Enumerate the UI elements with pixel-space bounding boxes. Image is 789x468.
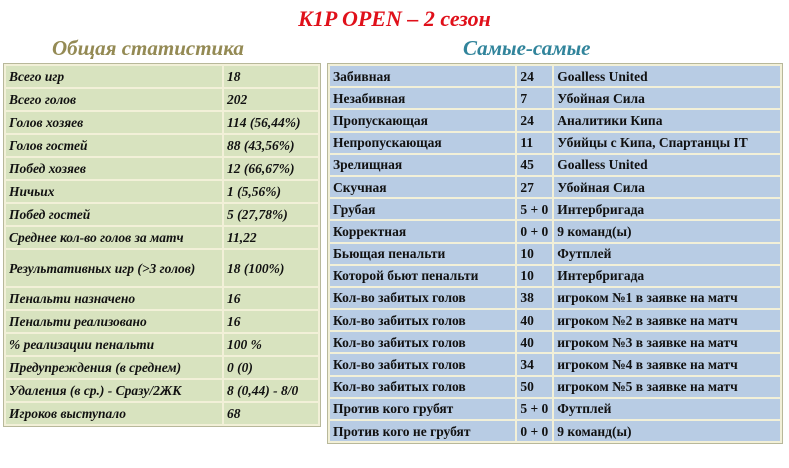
record-team: игроком №5 в заявке на матч — [554, 377, 780, 397]
record-team: Аналитики Кипа — [554, 110, 780, 130]
general-stats-table — [3, 63, 321, 427]
record-team: Футплей — [554, 244, 780, 264]
stat-value: 0 (0) — [224, 357, 318, 378]
stat-value: 1 (5,56%) — [224, 181, 318, 202]
stat-label: Игроков выступало — [6, 403, 222, 424]
stat-value: 8 (0,44) - 8/0 — [224, 380, 318, 401]
record-value: 7 — [517, 88, 552, 108]
record-value: 5 + 0 — [517, 199, 552, 219]
record-team: игроком №1 в заявке на матч — [554, 288, 780, 308]
table-row — [6, 380, 318, 401]
stat-value: 16 — [224, 288, 318, 309]
record-value: 40 — [517, 332, 552, 352]
table-row — [6, 112, 318, 133]
stat-value: 5 (27,78%) — [224, 204, 318, 225]
stat-value: 114 (56,44%) — [224, 112, 318, 133]
table-row — [6, 357, 318, 378]
stat-value: 100 % — [224, 334, 318, 355]
record-category: Незабивная — [330, 88, 515, 108]
record-team: 9 команд(ы) — [554, 421, 780, 441]
records-title: Самые-самые — [463, 36, 591, 60]
stat-label: Среднее кол-во голов за матч — [6, 227, 222, 248]
stat-value: 16 — [224, 311, 318, 332]
record-value: 38 — [517, 288, 552, 308]
stat-label: Пенальти назначено — [6, 288, 222, 309]
record-category: Против кого не грубят — [330, 421, 515, 441]
record-value: 10 — [517, 244, 552, 264]
record-team: Интербригада — [554, 266, 780, 286]
table-row — [330, 399, 780, 419]
stat-value: 88 (43,56%) — [224, 135, 318, 156]
table-row — [6, 227, 318, 248]
records-table — [327, 63, 783, 444]
record-category: Кол-во забитых голов — [330, 354, 515, 374]
record-value: 11 — [517, 133, 552, 153]
stat-label: % реализации пенальти — [6, 334, 222, 355]
table-row — [6, 288, 318, 309]
record-team: Интербригада — [554, 199, 780, 219]
record-value: 24 — [517, 66, 552, 86]
table-row — [6, 135, 318, 156]
table-row — [330, 88, 780, 108]
record-category: Которой бьют пенальти — [330, 266, 515, 286]
table-row — [330, 221, 780, 241]
table-row — [330, 310, 780, 330]
record-value: 27 — [517, 177, 552, 197]
stat-label: Удаления (в ср.) - Сразу/2ЖК — [6, 380, 222, 401]
stat-label: Результативных игр (>3 голов) — [6, 250, 222, 286]
record-category: Непропускающая — [330, 133, 515, 153]
table-row — [330, 177, 780, 197]
stat-value: 68 — [224, 403, 318, 424]
general-stats-title: Общая статистика — [52, 36, 244, 60]
stat-label: Побед хозяев — [6, 158, 222, 179]
record-value: 45 — [517, 155, 552, 175]
table-row — [6, 204, 318, 225]
record-category: Кол-во забитых голов — [330, 377, 515, 397]
record-team: Футплей — [554, 399, 780, 419]
record-team: Убойная Сила — [554, 177, 780, 197]
record-value: 0 + 0 — [517, 221, 552, 241]
record-category: Корректная — [330, 221, 515, 241]
record-category: Грубая — [330, 199, 515, 219]
record-category: Забивная — [330, 66, 515, 86]
record-category: Против кого грубят — [330, 399, 515, 419]
table-row — [330, 133, 780, 153]
record-category: Бьющая пенальти — [330, 244, 515, 264]
record-team: Goalless United — [554, 155, 780, 175]
stat-label: Всего голов — [6, 89, 222, 110]
record-team: Убойная Сила — [554, 88, 780, 108]
stat-value: 11,22 — [224, 227, 318, 248]
table-row — [330, 288, 780, 308]
table-row — [330, 199, 780, 219]
table-row — [6, 181, 318, 202]
table-row — [6, 250, 318, 286]
record-team: игроком №4 в заявке на матч — [554, 354, 780, 374]
record-category: Пропускающая — [330, 110, 515, 130]
table-row — [330, 66, 780, 86]
table-row — [330, 421, 780, 441]
stat-label: Побед гостей — [6, 204, 222, 225]
record-team: игроком №2 в заявке на матч — [554, 310, 780, 330]
stat-label: Голов хозяев — [6, 112, 222, 133]
stat-value: 12 (66,67%) — [224, 158, 318, 179]
table-row — [6, 311, 318, 332]
record-value: 24 — [517, 110, 552, 130]
record-category: Кол-во забитых голов — [330, 288, 515, 308]
record-category: Зрелищная — [330, 155, 515, 175]
record-category: Кол-во забитых голов — [330, 332, 515, 352]
table-row — [6, 66, 318, 87]
table-row — [330, 377, 780, 397]
stat-label: Предупреждения (в среднем) — [6, 357, 222, 378]
stat-label: Ничьих — [6, 181, 222, 202]
table-row — [6, 89, 318, 110]
table-row — [330, 155, 780, 175]
record-value: 34 — [517, 354, 552, 374]
record-category: Скучная — [330, 177, 515, 197]
record-team: 9 команд(ы) — [554, 221, 780, 241]
record-value: 40 — [517, 310, 552, 330]
record-value: 5 + 0 — [517, 399, 552, 419]
record-category: Кол-во забитых голов — [330, 310, 515, 330]
record-team: Убийцы с Кипа, Спартанцы IT — [554, 133, 780, 153]
table-row — [330, 266, 780, 286]
stat-label: Всего игр — [6, 66, 222, 87]
table-row — [330, 332, 780, 352]
table-row — [6, 158, 318, 179]
record-team: игроком №3 в заявке на матч — [554, 332, 780, 352]
record-value: 10 — [517, 266, 552, 286]
stat-label: Пенальти реализовано — [6, 311, 222, 332]
table-row — [330, 110, 780, 130]
table-row — [330, 244, 780, 264]
table-row — [6, 334, 318, 355]
record-value: 50 — [517, 377, 552, 397]
record-team: Goalless United — [554, 66, 780, 86]
stat-value: 202 — [224, 89, 318, 110]
table-row — [6, 403, 318, 424]
page-title: K1P OPEN – 2 сезон — [298, 6, 491, 31]
stat-value: 18 (100%) — [224, 250, 318, 286]
stat-value: 18 — [224, 66, 318, 87]
stat-label: Голов гостей — [6, 135, 222, 156]
record-value: 0 + 0 — [517, 421, 552, 441]
table-row — [330, 354, 780, 374]
